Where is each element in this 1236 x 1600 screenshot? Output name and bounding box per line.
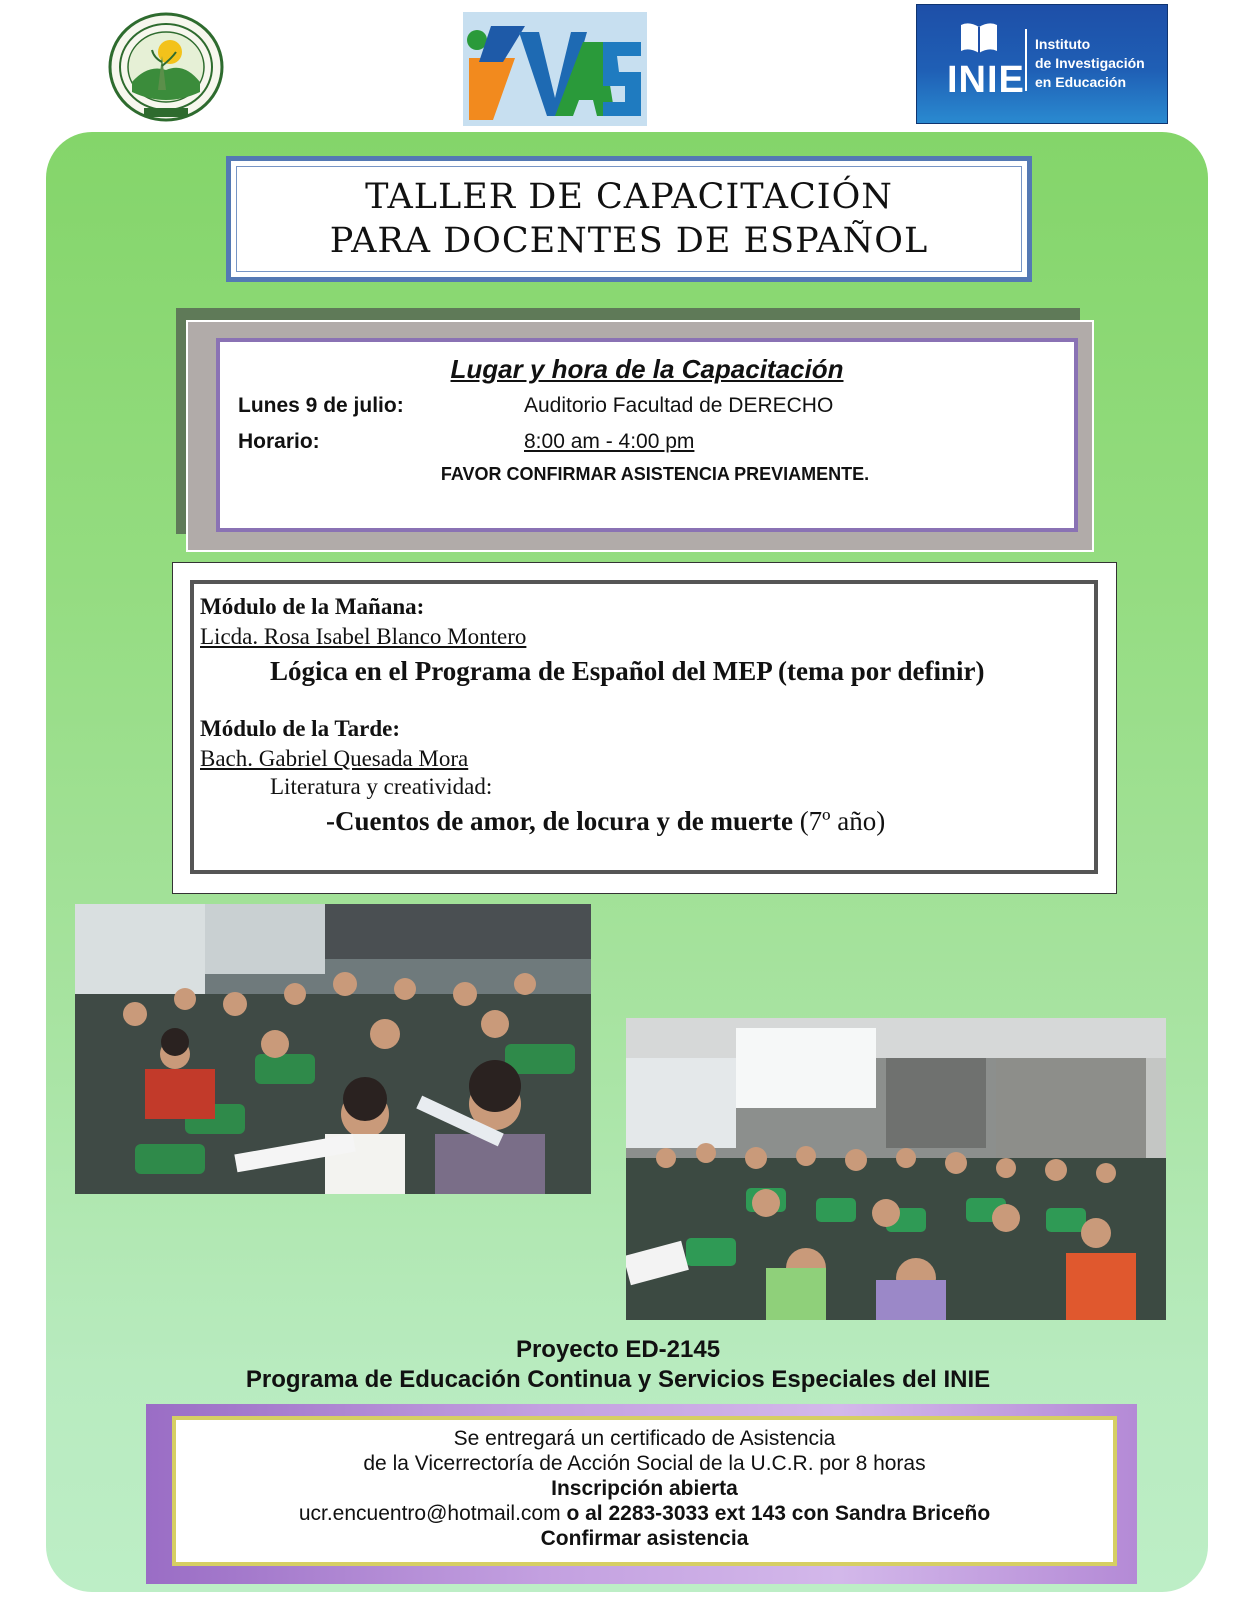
certificate-line-1: Se entregará un certificado de Asistencia: [453, 1427, 836, 1450]
project-subtitle: Programa de Educación Continua y Servicios Especiales del INIE: [245, 1366, 991, 1393]
project-title: Proyecto ED-2145: [515, 1336, 721, 1363]
registration-open: Inscripción abierta: [551, 1477, 738, 1500]
afternoon-speaker: Bach. Gabriel Quesada Mora: [200, 746, 469, 771]
confirm-notice: FAVOR CONFIRMAR ASISTENCIA PREVIAMENTE.: [440, 464, 870, 484]
confirm-attendance: Confirmar asistencia: [540, 1527, 749, 1550]
auditorium-photo-icon: [626, 1018, 1166, 1320]
vas-logo-icon: [463, 12, 647, 126]
afternoon-topic-2: [326, 806, 885, 837]
contact-email-link[interactable]: ucr.encuentro@hotmail.com: [298, 1502, 561, 1525]
afternoon-topic-2-rest: (7º año): [792, 806, 886, 836]
title-line-1: TALLER DE CAPACITACIÓN: [365, 177, 893, 217]
university-seal-icon: [108, 12, 224, 122]
modules-box: [190, 580, 1098, 874]
date-label: Lunes 9 de julio:: [238, 394, 404, 417]
open-book-icon: [959, 19, 999, 55]
morning-module-title: Módulo de la Mañana:: [200, 594, 425, 619]
afternoon-topic-1: Literatura y creatividad:: [270, 774, 493, 799]
certificate-line-2: de la Vicerrectoría de Acción Social de la U.C.R. por 8 horas: [363, 1452, 926, 1475]
inie-line-3: en Educación: [1035, 74, 1127, 90]
title-box: [226, 156, 1032, 282]
time-label: Horario:: [238, 430, 320, 453]
lugar-box: [216, 338, 1078, 532]
contact-line: [176, 1501, 1113, 1526]
morning-speaker: Licda. Rosa Isabel Blanco Montero: [200, 624, 527, 649]
afternoon-module-title: Módulo de la Tarde:: [200, 716, 401, 741]
contact-phone: o al 2283-3033 ext 143 con Sandra Briceño: [560, 1502, 991, 1525]
ucr-logo: [108, 12, 224, 122]
date-value: Auditorio Facultad de DERECHO: [524, 394, 834, 417]
classroom-photo-icon: [75, 904, 591, 1194]
inie-line-1: Instituto: [1035, 36, 1091, 52]
inie-logo: [916, 4, 1168, 124]
lugar-heading: Lugar y hora de la Capacitación: [450, 354, 844, 384]
morning-topic: Lógica en el Programa de Español del MEP (tema por definir): [270, 656, 985, 686]
time-value: 8:00 am - 4:00 pm: [524, 430, 695, 453]
title-inner: [231, 161, 1027, 277]
inie-line-2: de Investigación: [1035, 55, 1145, 71]
classroom-photo: [75, 904, 591, 1194]
inie-acronym: INIE: [947, 59, 1025, 101]
vas-logo: [463, 12, 647, 126]
title-line-2: PARA DOCENTES DE ESPAÑOL: [329, 221, 929, 261]
auditorium-photo: [626, 1018, 1166, 1320]
inie-full-name: [1035, 35, 1145, 92]
certificate-box: [172, 1416, 1117, 1566]
inie-divider: [1025, 29, 1027, 91]
afternoon-topic-2-bold: -Cuentos de amor, de locura y de muerte: [326, 806, 793, 836]
